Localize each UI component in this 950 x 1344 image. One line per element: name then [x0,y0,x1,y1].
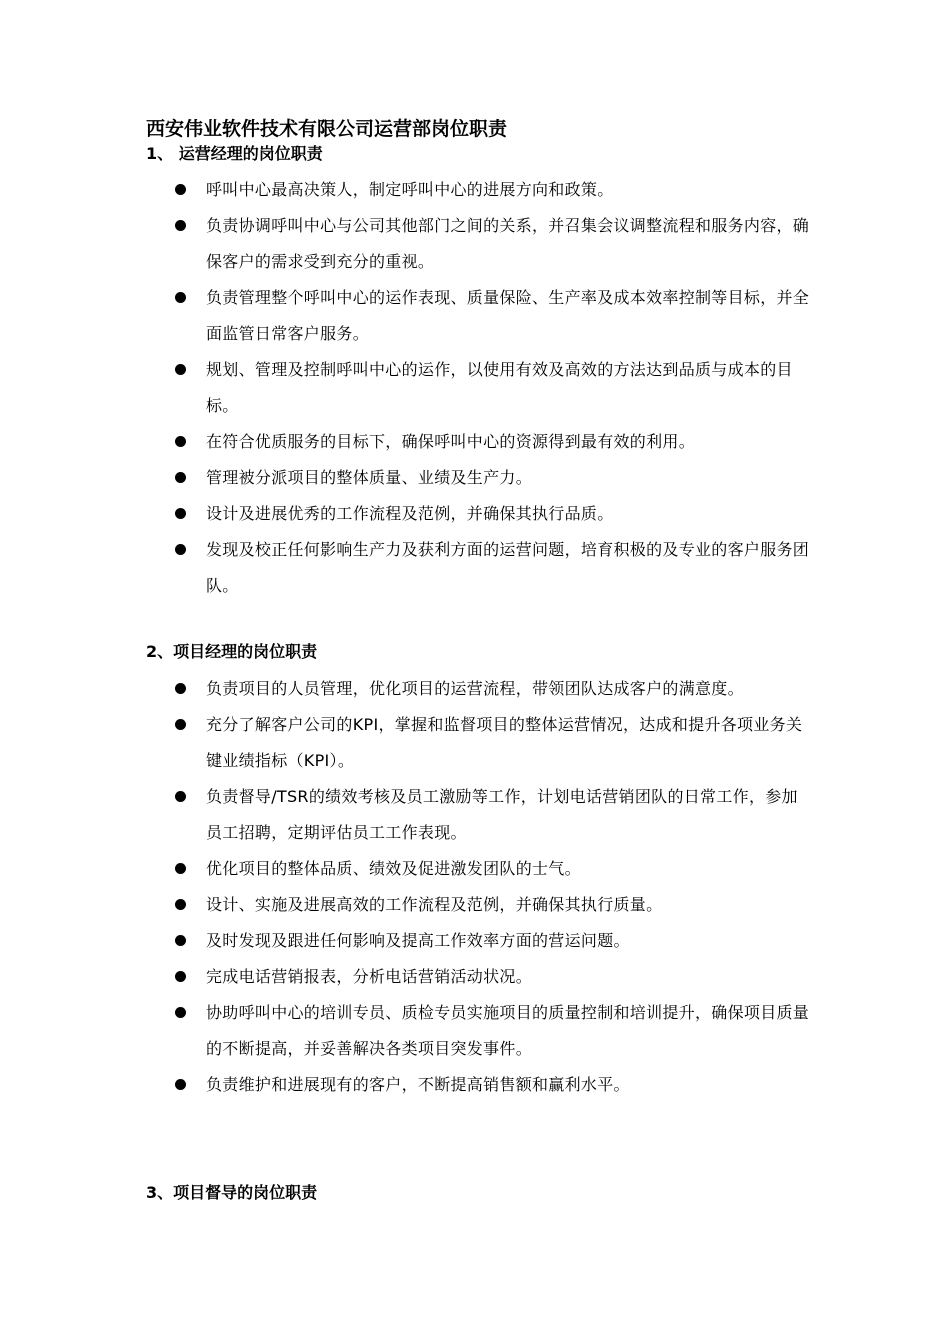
list-item: 发现及校正任何影响生产力及获利方面的运营问题，培育积极的及专业的客户服务团队。 [172,532,812,604]
list-item: 负责协调呼叫中心与公司其他部门之间的关系，并召集会议调整流程和服务内容，确保客户的需求受到充分的重视。 [172,208,812,280]
section-heading-3: 3、项目督导的岗位职责 [146,1183,318,1202]
list-item: 设计、实施及进展高效的工作流程及范例，并确保其执行质量。 [172,887,812,923]
list-item: 负责管理整个呼叫中心的运作表现、质量保险、生产率及成本效率控制等目标，并全面监管日常客户服务。 [172,280,812,352]
bullet-icon [175,683,186,694]
list-item: 在符合优质服务的目标下，确保呼叫中心的资源得到最有效的利用。 [172,424,812,460]
bullet-icon [175,1007,186,1018]
bullet-icon [175,436,186,447]
list-item: 规划、管理及控制呼叫中心的运作，以使用有效及高效的方法达到品质与成本的目标。 [172,352,812,424]
bullet-icon [175,863,186,874]
list-item: 管理被分派项目的整体质量、业绩及生产力。 [172,460,812,496]
bullet-icon [175,791,186,802]
section-2-list [172,671,812,1103]
bullet-icon [175,1079,186,1090]
bullet-icon [175,935,186,946]
bullet-icon [175,508,186,519]
bullet-icon [175,544,186,555]
list-item: 负责维护和进展现有的客户，不断提高销售额和赢利水平。 [172,1067,812,1103]
list-item: 完成电话营销报表，分析电话营销活动状况。 [172,959,812,995]
section-heading-2: 2、项目经理的岗位职责 [146,642,318,661]
section-heading-1: 1、 运营经理的岗位职责 [146,144,323,163]
bullet-icon [175,971,186,982]
list-item: 呼叫中心最高决策人，制定呼叫中心的进展方向和政策。 [172,172,812,208]
bullet-icon [175,364,186,375]
bullet-icon [175,220,186,231]
bullet-icon [175,472,186,483]
list-item: 负责项目的人员管理，优化项目的运营流程，带领团队达成客户的满意度。 [172,671,812,707]
list-item: 设计及进展优秀的工作流程及范例，并确保其执行品质。 [172,496,812,532]
list-item: 优化项目的整体品质、绩效及促进激发团队的士气。 [172,851,812,887]
list-item: 协助呼叫中心的培训专员、质检专员实施项目的质量控制和培训提升，确保项目质量的不断提高，并妥善解决各类项目突发事件。 [172,995,812,1067]
bullet-icon [175,899,186,910]
list-item: 及时发现及跟进任何影响及提高工作效率方面的营运问题。 [172,923,812,959]
bullet-icon [175,292,186,303]
list-item: 负责督导/TSR的绩效考核及员工激励等工作，计划电话营销团队的日常工作，参加员工招聘，定期评估员工工作表现。 [172,779,812,851]
list-item: 充分了解客户公司的KPI，掌握和监督项目的整体运营情况，达成和提升各项业务关键业绩指标（KPI）。 [172,707,812,779]
bullet-icon [175,719,186,730]
document-title: 西安伟业软件技术有限公司运营部岗位职责 [146,118,508,140]
bullet-icon [175,184,186,195]
section-1-list [172,172,812,604]
